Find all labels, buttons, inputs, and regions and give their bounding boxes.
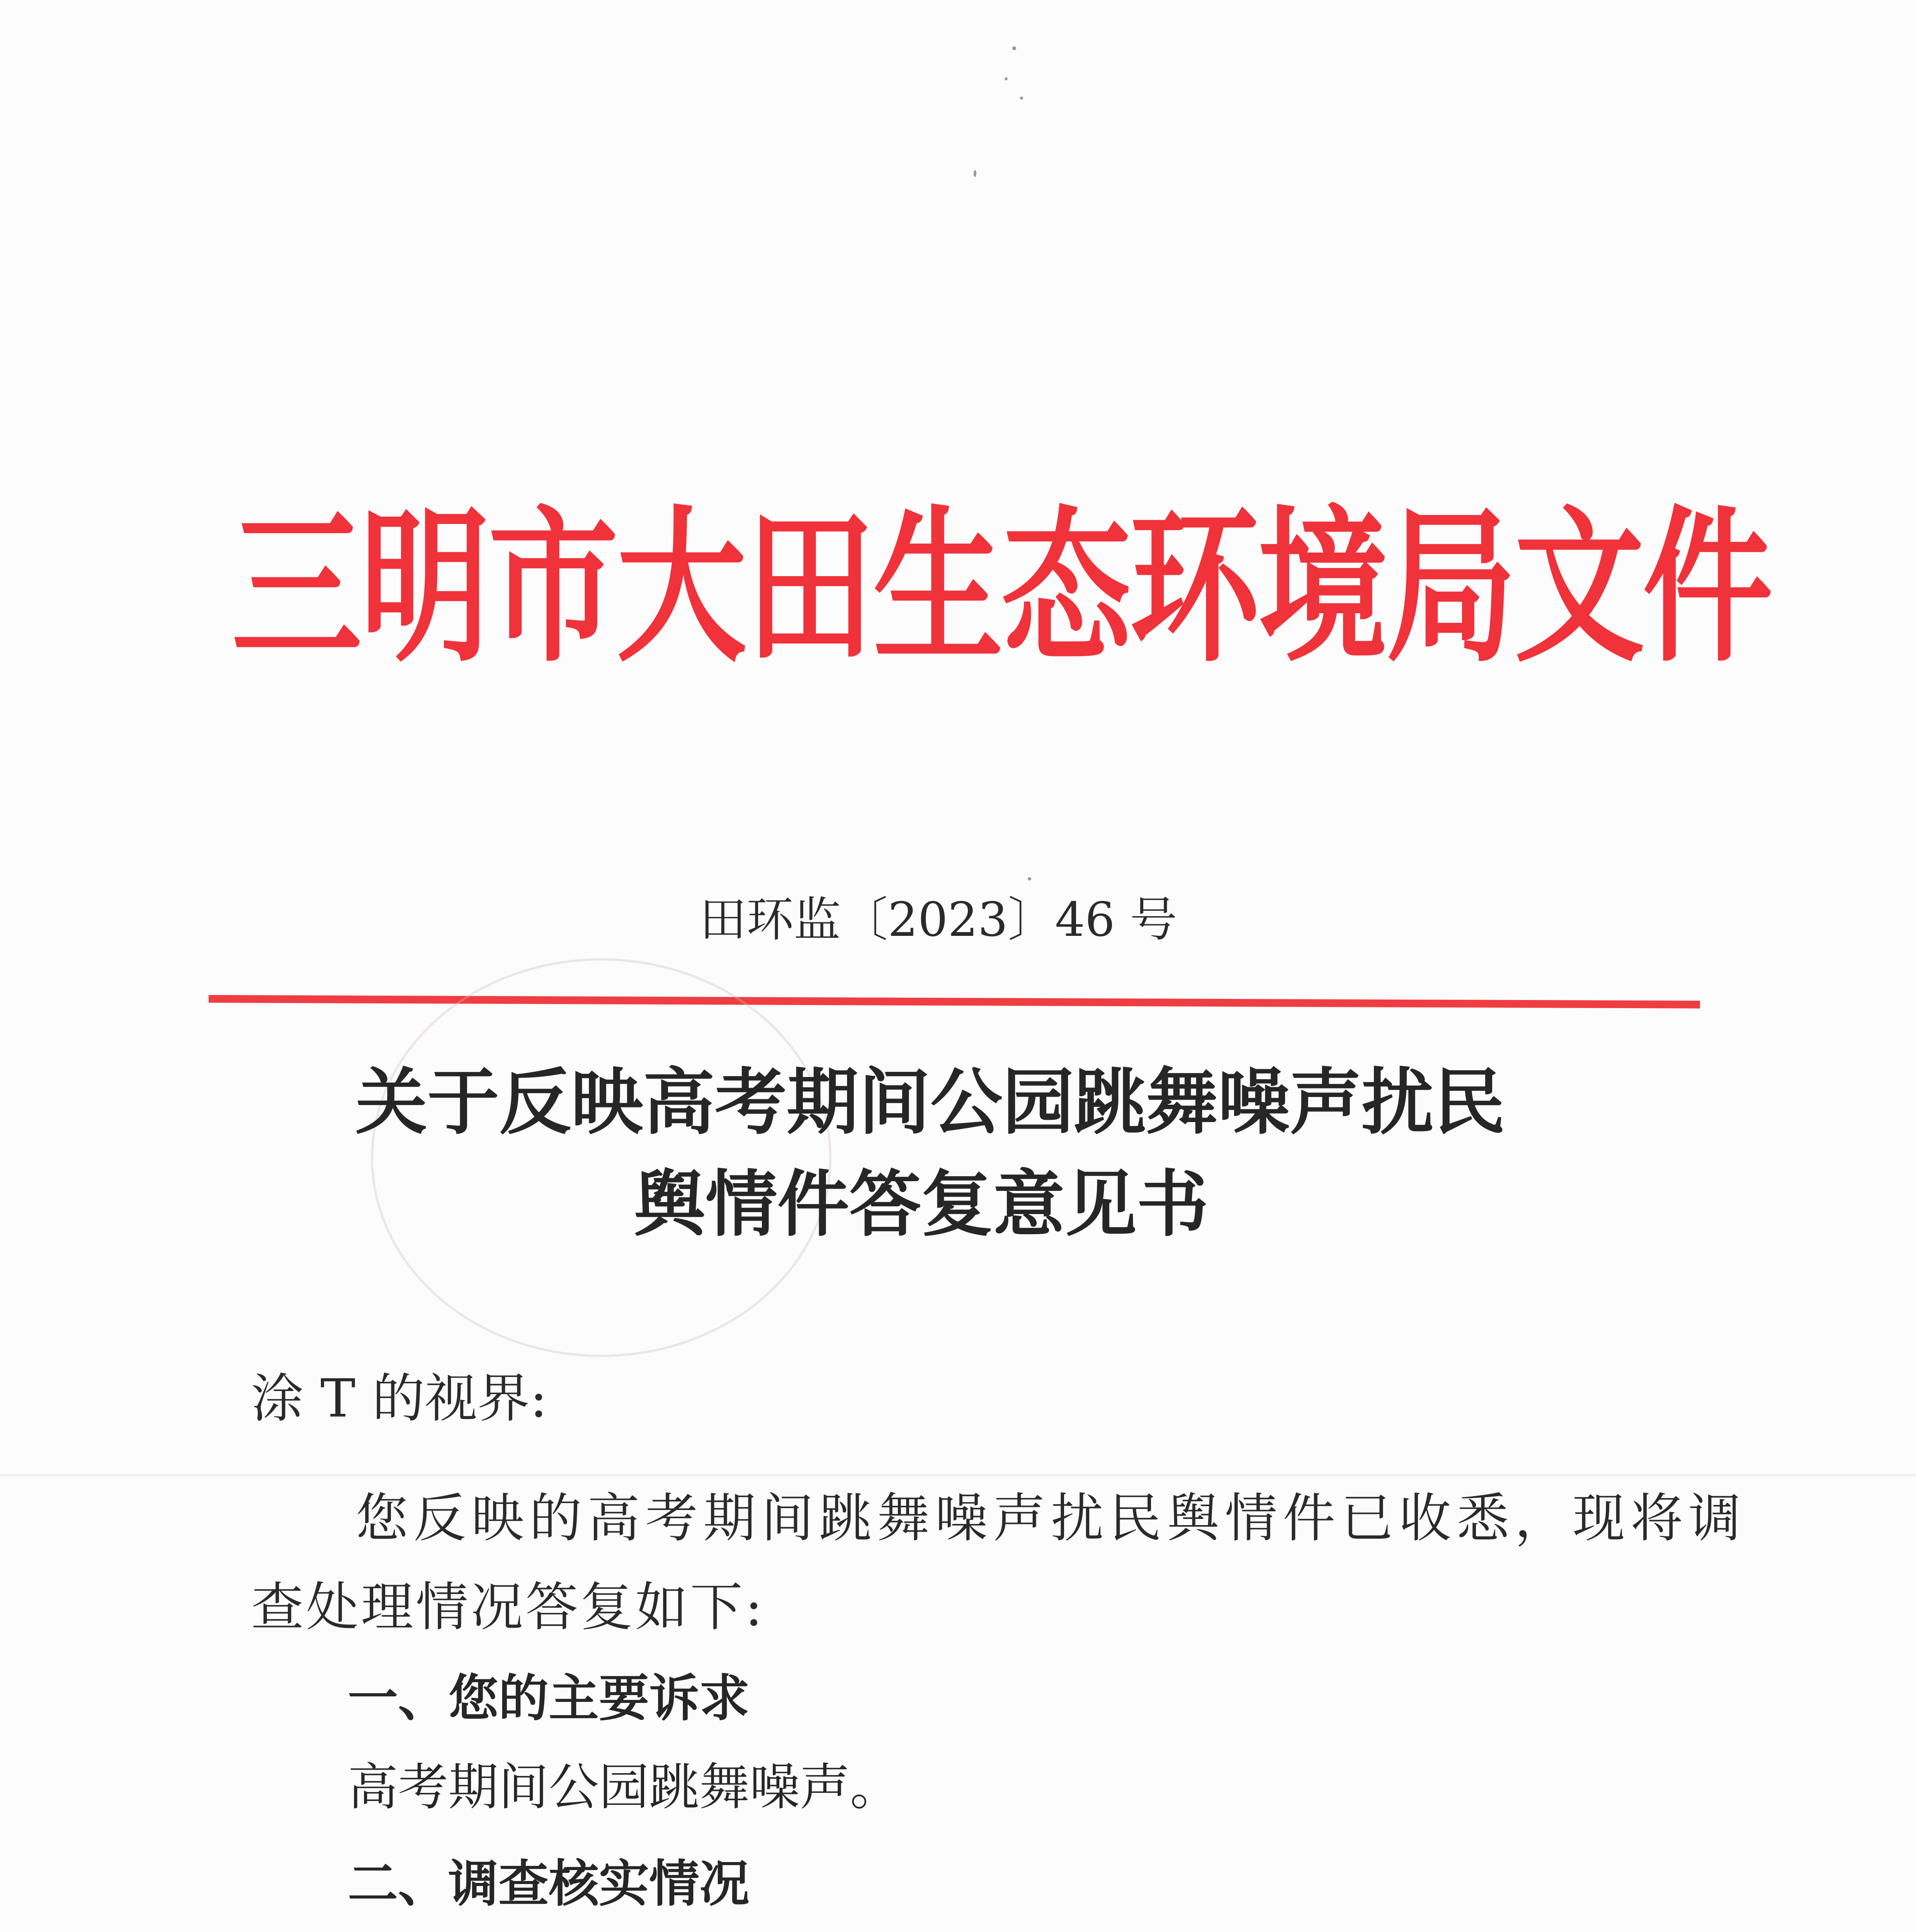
scan-speck: [1028, 877, 1031, 881]
salutation: 涂 T 的视界:: [251, 1368, 547, 1429]
title-line-1: 关于反映高考期间公园跳舞噪声扰民: [355, 1060, 1506, 1144]
paragraph-1-line-1: 您反映的高考期间跳舞噪声扰民舆情件已收悉，现将调: [355, 1488, 1746, 1549]
scan-speck: [1005, 77, 1008, 80]
scan-speck: [1012, 46, 1016, 50]
issuer-header-title: 三明市大田生态环境局文件: [232, 490, 1771, 685]
document-number: 田环监〔2023〕46 号: [699, 892, 1177, 947]
section-1-text: 高考期间公园跳舞噪声。: [348, 1758, 901, 1816]
paragraph-1-line-2: 查处理情况答复如下:: [251, 1577, 765, 1638]
title-line-2: 舆情件答复意见书: [634, 1162, 1209, 1246]
red-separator-line: [209, 995, 1700, 1009]
scan-speck: [1020, 97, 1023, 100]
section-2-heading: 二、调查核实情况: [348, 1854, 750, 1913]
scan-speck: [974, 170, 976, 177]
section-1-heading: 一、您的主要诉求: [348, 1669, 750, 1728]
document-title: [355, 1051, 1553, 1255]
